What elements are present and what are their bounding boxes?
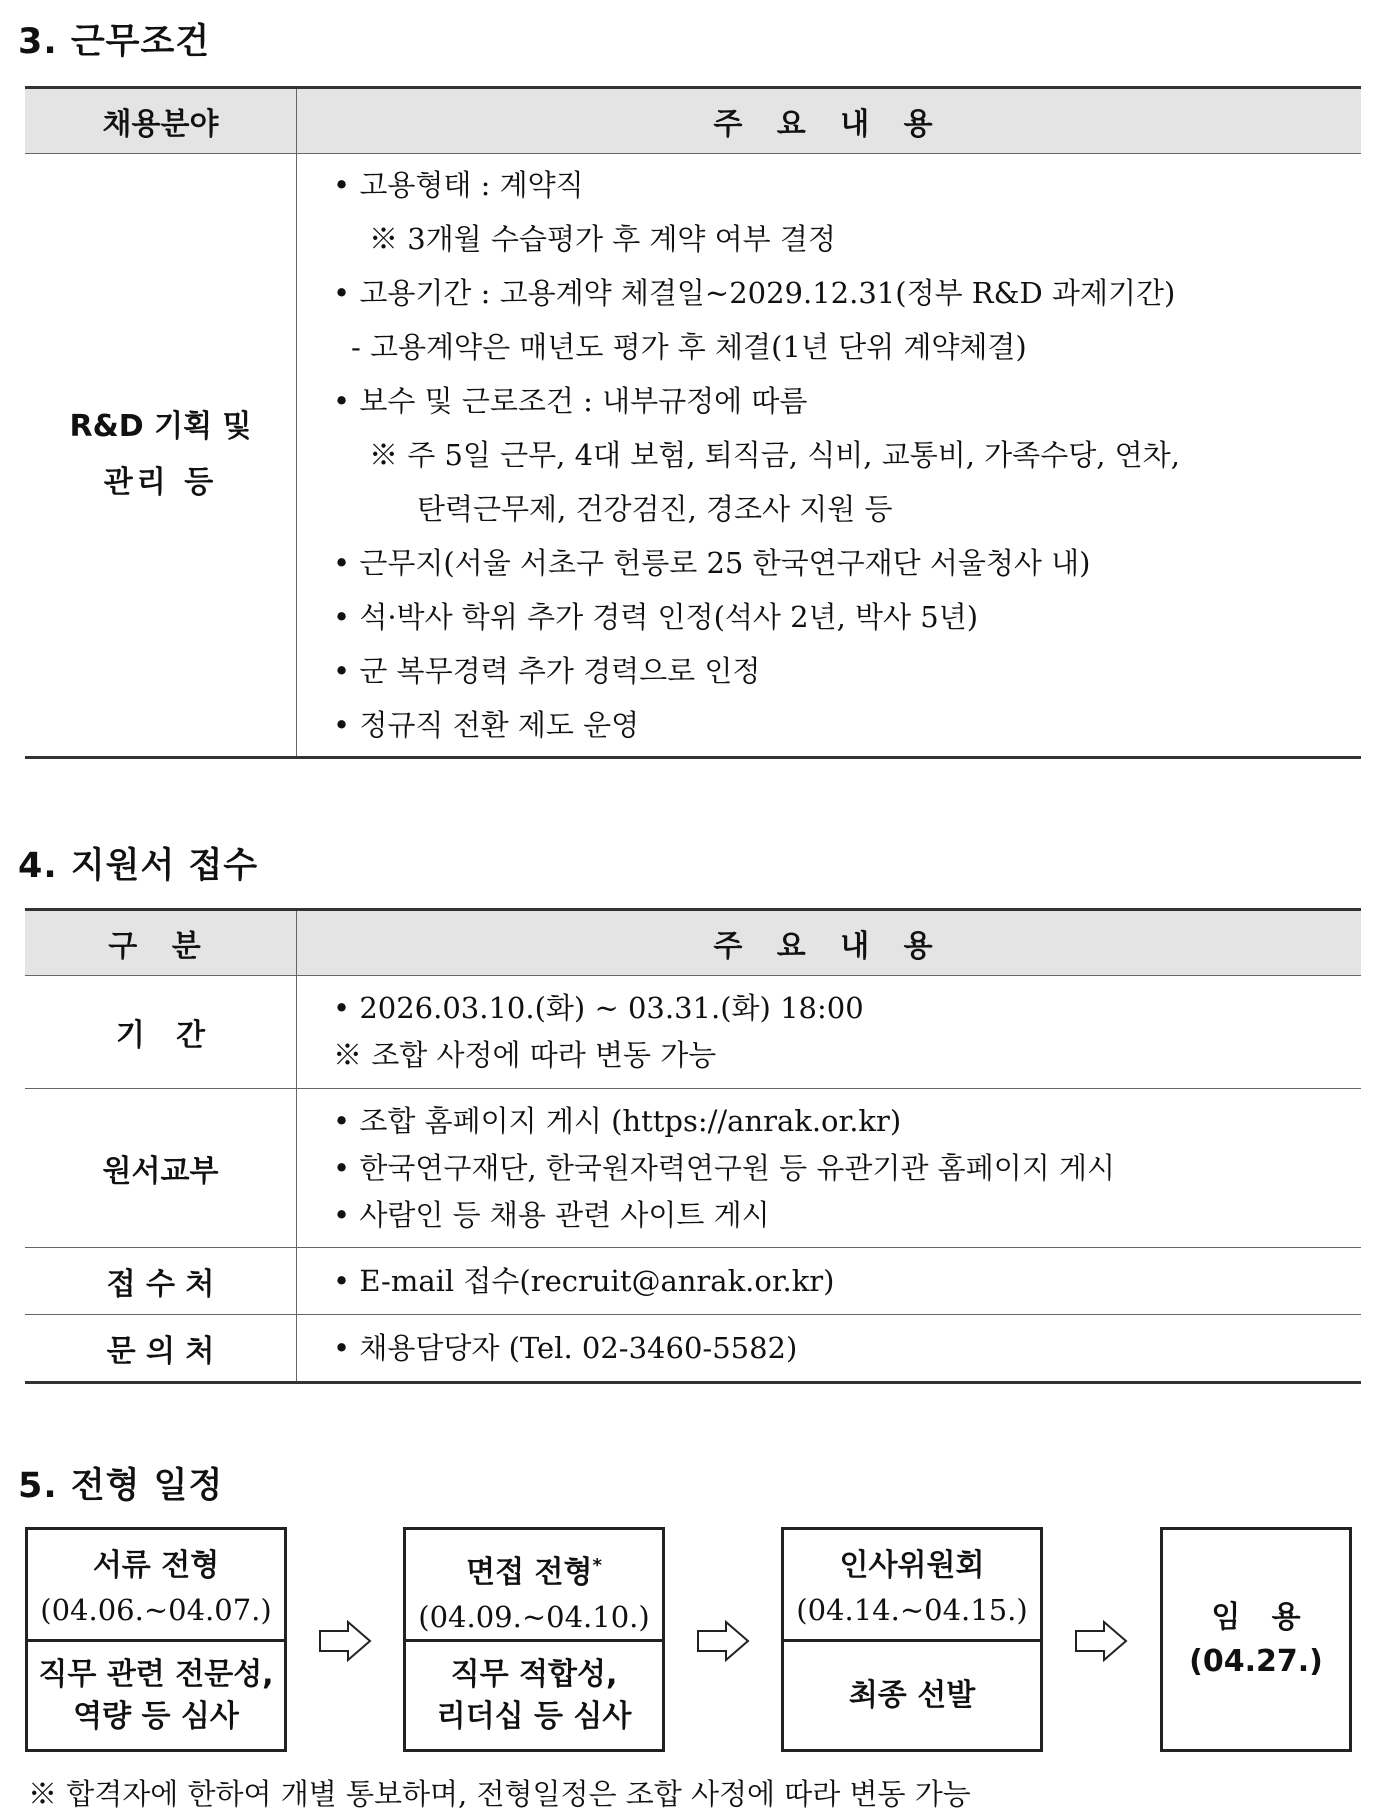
list-item: • 고용형태 : 계약직 <box>333 158 1360 212</box>
stage-desc: 역량 등 심사 <box>73 1698 239 1734</box>
stage-hr-committee <box>781 1527 1043 1752</box>
list-item: • 정규직 전환 제도 운영 <box>333 698 1360 752</box>
stage-name: 인사위원회 <box>839 1548 985 1583</box>
footnote-mark: * <box>592 1555 602 1576</box>
distribution-label: 원서교부 <box>25 1089 297 1248</box>
period-label: 기 간 <box>25 976 297 1089</box>
stage-desc: 직무 관련 전문성, <box>38 1656 274 1692</box>
sub-item: - 고용계약은 매년도 평가 후 체결(1년 단위 계약체결) <box>351 330 1027 364</box>
table-header-row <box>25 910 1361 976</box>
inquiry-content <box>297 1315 1362 1383</box>
table-row <box>25 1248 1361 1315</box>
note-item: ※ 3개월 수습평가 후 계약 여부 결정 <box>369 222 836 256</box>
header-content: 주 요 내 용 <box>297 88 1362 154</box>
header-field: 채용분야 <box>25 88 297 154</box>
note-item: ※ 조합 사정에 따라 변동 가능 <box>333 1038 717 1072</box>
submission-content <box>297 1248 1362 1315</box>
submission-label: 접 수 처 <box>25 1248 297 1315</box>
table-header-row <box>25 88 1361 154</box>
stage-interview <box>403 1527 665 1752</box>
field-line-1: R&D 기획 및 <box>69 409 252 444</box>
section-4-title: 4. 지원서 접수 <box>18 846 259 886</box>
arrow-right-icon <box>696 1620 750 1662</box>
field-cell <box>25 154 297 758</box>
header-category: 구 분 <box>25 910 297 976</box>
list-item: • 군 복무경력 추가 경력으로 인정 <box>333 644 1360 698</box>
distribution-content <box>297 1089 1362 1248</box>
list-item: • 사람인 등 채용 관련 사이트 게시 <box>333 1192 1360 1239</box>
list-item: • 보수 및 근로조건 : 내부규정에 따름 <box>333 374 1360 428</box>
list-item: • 한국연구재단, 한국원자력연구원 등 유관기관 홈페이지 게시 <box>333 1145 1360 1192</box>
table-row <box>25 1315 1361 1383</box>
application-table <box>25 908 1361 1384</box>
list-item: • 석·박사 학위 추가 경력 인정(석사 2년, 박사 5년) <box>333 590 1360 644</box>
stage-desc: 리더십 등 심사 <box>436 1698 632 1734</box>
table-row <box>25 976 1361 1089</box>
list-item: • 채용담당자 (Tel. 02-3460-5582) <box>333 1325 1360 1372</box>
stage-name: 서류 전형 <box>92 1548 220 1583</box>
list-item: • 근무지(서울 서초구 헌릉로 25 한국연구재단 서울청사 내) <box>333 536 1360 590</box>
header-content: 주 요 내 용 <box>297 910 1362 976</box>
stage-desc: 직무 적합성, <box>450 1656 618 1692</box>
arrow-right-icon <box>1074 1620 1128 1662</box>
note-item-continued: 탄력근무제, 건강검진, 경조사 지원 등 <box>417 492 893 526</box>
note-item: ※ 주 5일 근무, 4대 보험, 퇴직금, 식비, 교통비, 가족수당, 연차, <box>369 438 1180 472</box>
stage-date: (04.27.) <box>1189 1643 1323 1679</box>
list-item: • E-mail 접수(recruit@anrak.or.kr) <box>333 1258 1360 1305</box>
period-content <box>297 976 1362 1089</box>
content-cell <box>297 154 1362 758</box>
stage-document-review <box>25 1527 287 1752</box>
table-row <box>25 154 1361 758</box>
stage-name: 면접 전형 <box>466 1555 593 1590</box>
schedule-footnote: ※ 합격자에 한하여 개별 통보하며, 전형일정은 조합 사정에 따라 변동 가능 <box>28 1777 971 1811</box>
stage-date: (04.09.~04.10.) <box>418 1600 650 1634</box>
stage-name: 임 용 <box>1211 1599 1301 1635</box>
section-3-title: 3. 근무조건 <box>18 22 211 62</box>
list-item: • 고용기간 : 고용계약 체결일~2029.12.31(정부 R&D 과제기간) <box>333 266 1360 320</box>
stage-date: (04.14.~04.15.) <box>796 1593 1028 1627</box>
section-5-title: 5. 전형 일정 <box>18 1466 224 1506</box>
inquiry-label: 문 의 처 <box>25 1315 297 1383</box>
table-row <box>25 1089 1361 1248</box>
stage-date: (04.06.~04.07.) <box>40 1593 272 1627</box>
list-item: • 2026.03.10.(화) ~ 03.31.(화) 18:00 <box>333 985 1360 1032</box>
work-conditions-table <box>25 86 1361 759</box>
arrow-right-icon <box>318 1620 372 1662</box>
stage-desc: 최종 선발 <box>848 1677 976 1713</box>
field-line-2: 관리 등 <box>103 465 218 500</box>
stage-appointment <box>1160 1527 1352 1752</box>
list-item: • 조합 홈페이지 게시 (https://anrak.or.kr) <box>333 1098 1360 1145</box>
